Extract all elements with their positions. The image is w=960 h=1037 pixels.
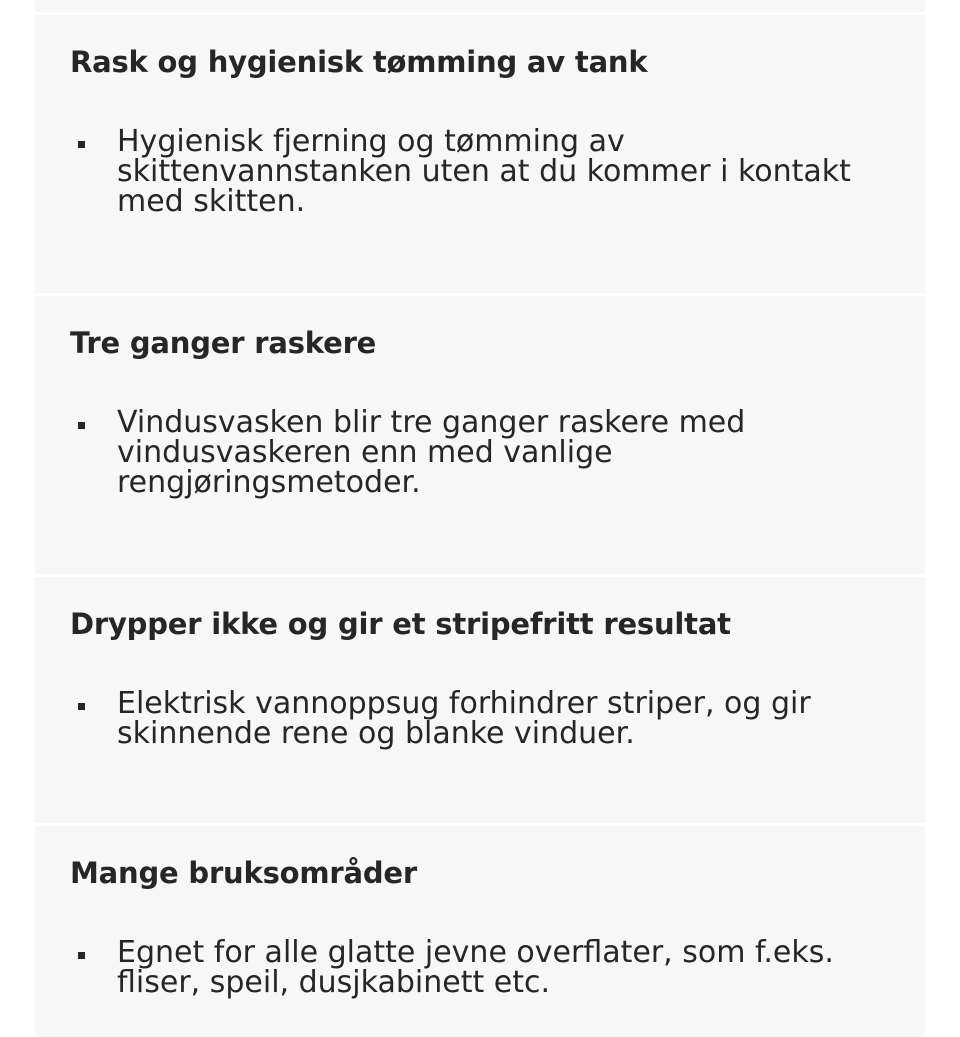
feature-description: Vindusvasken blir tre ganger raskere med vindusvaskeren enn med vanlige rengjøringsmetoder. [117,405,746,500]
feature-list [70,935,870,1000]
feature-list [70,405,870,500]
feature-list [70,686,870,751]
feature-list-item [70,686,870,751]
feature-title: Tre ganger raskere [70,326,377,360]
square-bullet-icon [78,422,85,429]
square-bullet-icon [78,703,85,710]
square-bullet-icon [78,141,85,148]
feature-list [70,124,870,219]
feature-card-streak-free [35,577,925,823]
feature-card-tank-emptying [35,15,925,293]
feature-title: Drypper ikke og gir et stripefritt resultat [70,607,731,641]
feature-title: Rask og hygienisk tømming av tank [70,45,648,79]
feature-description: Egnet for alle glatte jevne overflater, som f.eks. fliser, speil, dusjkabinett etc. [117,935,834,1000]
square-bullet-icon [78,952,85,959]
feature-title: Mange bruksområder [70,856,417,890]
previous-feature-card [35,0,925,12]
feature-description: Elektrisk vannoppsug forhindrer striper, og gir skinnende rene og blanke vinduer. [117,686,811,751]
feature-description: Hygienisk fjerning og tømming av skittenvannstanken uten at du kommer i kontakt med skitten. [117,124,851,219]
feature-list-item [70,405,870,500]
feature-card-three-times-faster [35,296,925,574]
feature-list-item [70,124,870,219]
feature-list-item [70,935,870,1000]
feature-card-many-uses [35,826,925,1037]
